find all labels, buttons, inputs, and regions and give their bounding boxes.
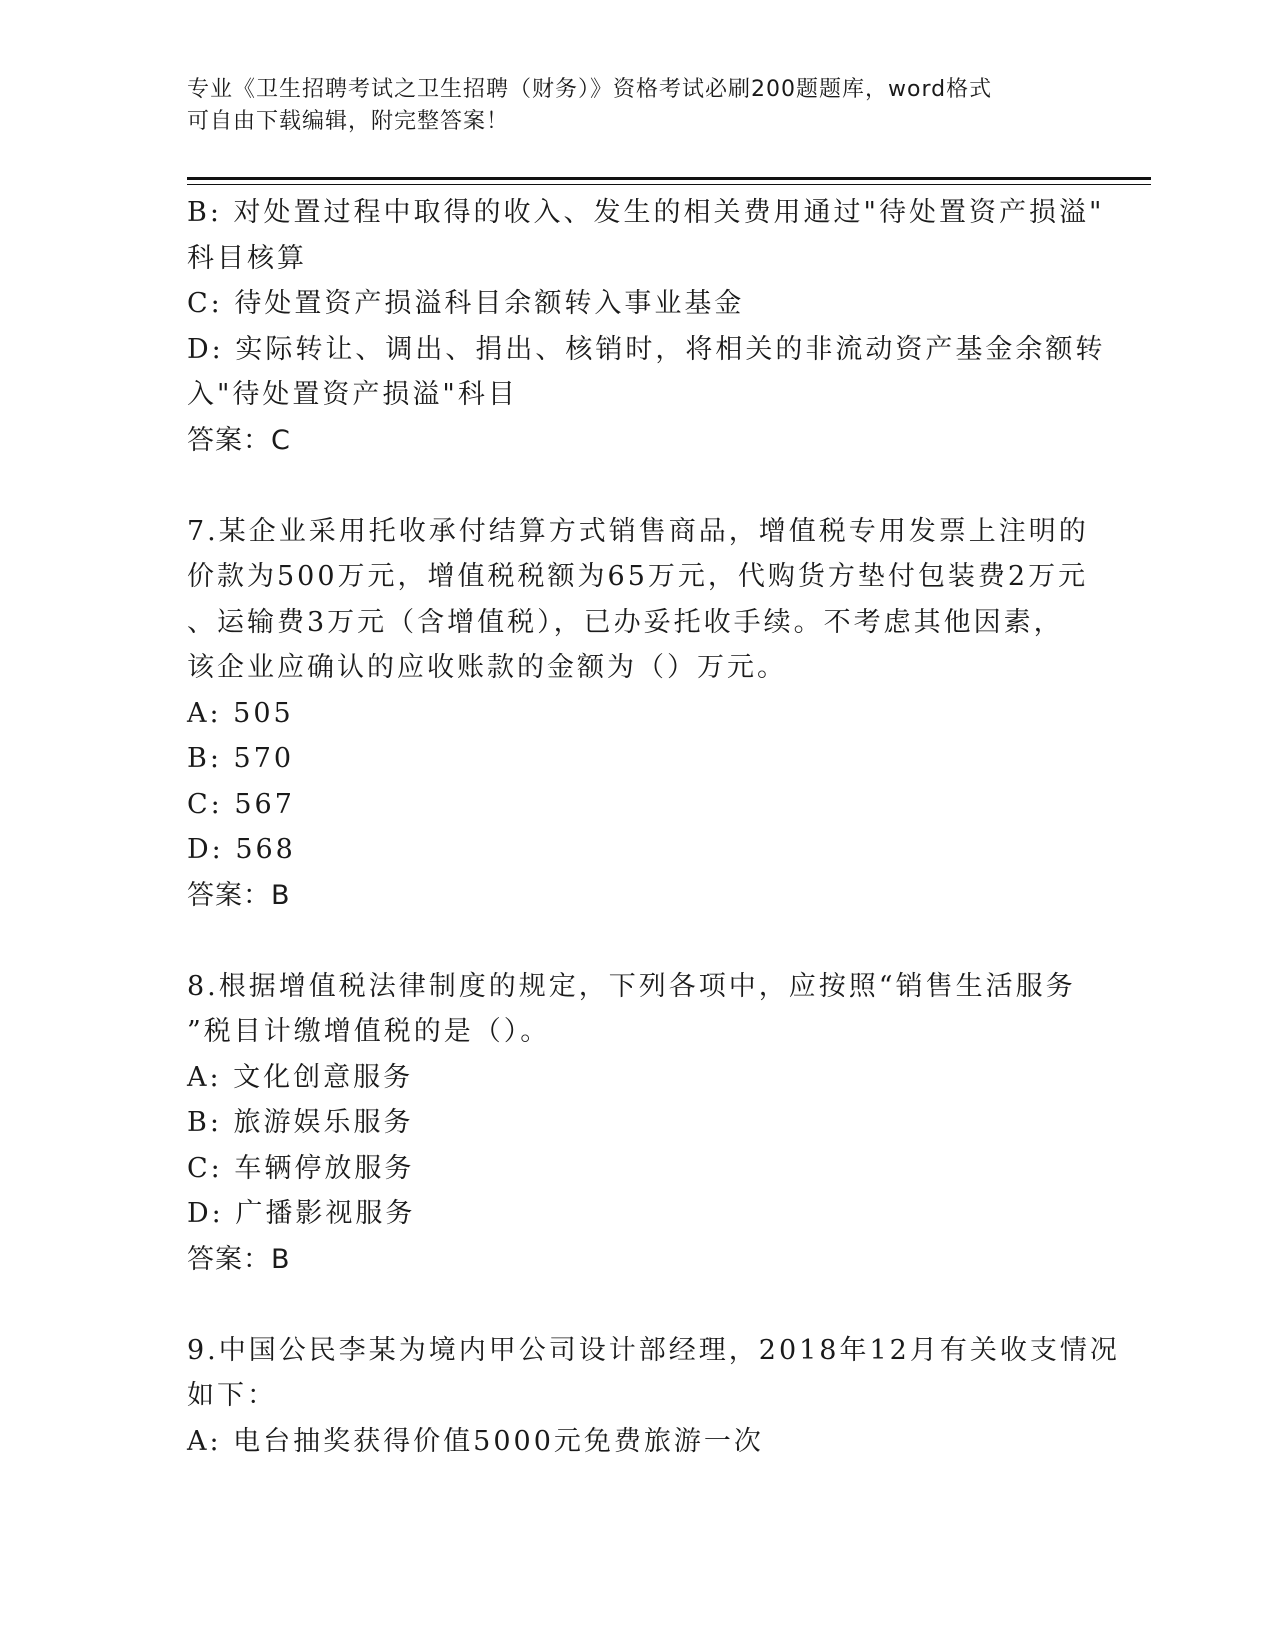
question-7 — [187, 509, 1087, 919]
option-a: A: 505 — [187, 697, 294, 729]
header-rule-thick — [187, 177, 1151, 180]
option-b-line-1: B: 对处置过程中取得的收入、发生的相关费用通过"待处置资产损溢" — [187, 197, 1105, 228]
question-text-line-2: ”税目计缴增值税的是（）。 — [187, 1016, 551, 1047]
option-b-line-2: 科目核算 — [187, 242, 307, 274]
header-line-2: 可自由下载编辑，附完整答案！ — [187, 109, 510, 134]
option-b: B: 570 — [187, 743, 295, 774]
question-text-line-1: 8.根据增值税法律制度的规定，下列各项中，应按照“销售生活服务 — [187, 970, 1076, 1002]
question-6 — [187, 190, 1106, 463]
option-c: C: 待处置资产损溢科目余额转入事业基金 — [187, 288, 745, 319]
option-a: A: 电台抽奖获得价值5000元免费旅游一次 — [187, 1425, 764, 1457]
question-8 — [187, 964, 1087, 1283]
option-a: A: 文化创意服务 — [187, 1061, 414, 1093]
question-text-line-1: 9.中国公民李某为境内甲公司设计部经理，2018年12月有关收支情况 — [187, 1334, 1120, 1366]
answer: 答案：C — [187, 424, 291, 456]
answer: 答案：B — [187, 879, 291, 911]
option-d: D: 广播影视服务 — [187, 1198, 416, 1229]
option-b: B: 旅游娱乐服务 — [187, 1107, 414, 1138]
question-text-line-4: 该企业应确认的应收账款的金额为（）万元。 — [187, 652, 787, 683]
answer: 答案：B — [187, 1243, 291, 1275]
spacer — [187, 1282, 1087, 1328]
question-text-line-1: 7.某企业采用托收承付结算方式销售商品，增值税专用发票上注明的 — [187, 515, 1089, 547]
question-9 — [187, 1328, 1120, 1465]
question-text-line-2: 价款为500万元，增值税税额为65万元，代购货方垫付包装费2万元 — [187, 561, 1089, 592]
option-d-line-1: D: 实际转让、调出、捐出、核销时，将相关的非流动资产基金余额转 — [187, 333, 1106, 365]
question-text-line-2: 如下： — [187, 1380, 277, 1411]
spacer — [187, 463, 1087, 509]
header-rule-thin — [187, 184, 1151, 185]
header-line-1: 专业《卫生招聘考试之卫生招聘（财务）》资格考试必刷200题题库，word格式 — [187, 77, 993, 102]
page-header — [187, 74, 1067, 138]
spacer — [187, 918, 1087, 964]
option-c: C: 567 — [187, 788, 295, 820]
document-body — [187, 190, 1120, 1464]
option-d-line-2: 入"待处置资产损溢"科目 — [187, 379, 518, 410]
question-text-line-3: 、运输费3万元（含增值税），已办妥托收手续。不考虑其他因素， — [187, 606, 1064, 638]
option-d: D: 568 — [187, 834, 296, 865]
option-c: C: 车辆停放服务 — [187, 1152, 415, 1184]
